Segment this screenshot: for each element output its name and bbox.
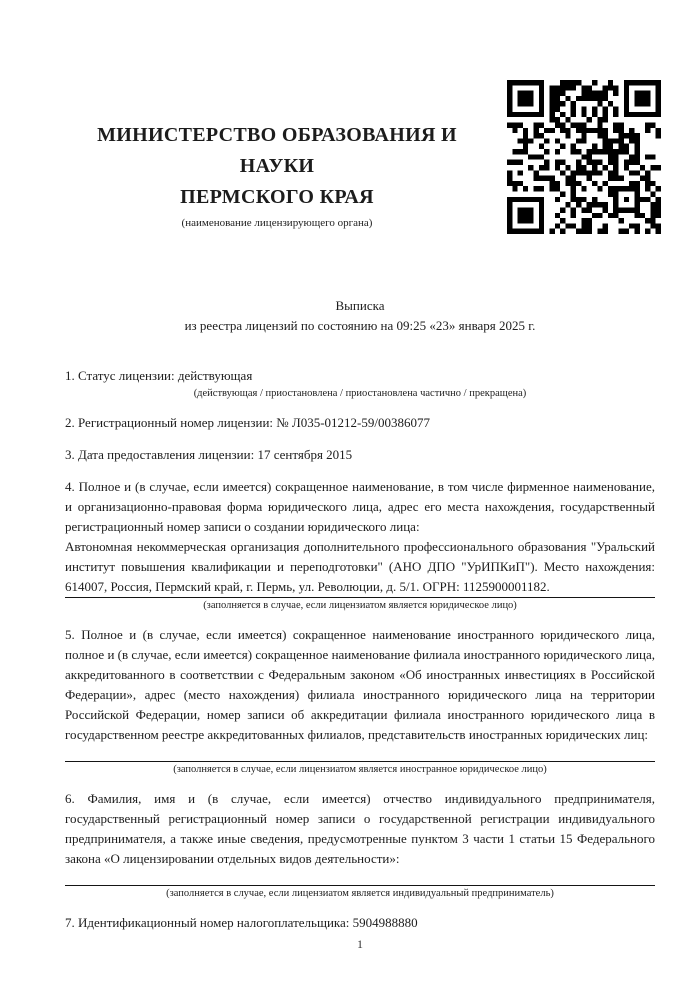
document-header	[65, 0, 655, 252]
document-title-line2: из реестра лицензий по состоянию на 09:25 «23» января 2025 г.	[184, 318, 536, 333]
document-title-line1: Выписка	[335, 298, 385, 313]
item-legal-entity-text: 4. Полное и (в случае, если имеется) сокращенное наименование, в том числе фирменное наименование, и организационно-правовая форма юридического лица, адрес его места нахождения, государственный регистрационный номер записи о создании юридического лица:	[65, 479, 655, 534]
item-foreign-entity-note: (заполняется в случае, если лицензиатом является иностранное юридическое лицо)	[173, 764, 547, 775]
ministry-name-line1: МИНИСТЕРСТВО ОБРАЗОВАНИЯ И НАУКИ	[97, 124, 457, 177]
item-license-status	[65, 366, 655, 401]
item-registration-number	[65, 413, 655, 433]
item-license-status-text: 1. Статус лицензии: действующая	[65, 368, 253, 383]
document-title	[65, 296, 655, 336]
ministry-name-line2: ПЕРМСКОГО КРАЯ	[180, 186, 374, 208]
qr-code	[507, 80, 661, 234]
item-foreign-entity-text: 5. Полное и (в случае, если имеется) сокращенное наименование иностранного юридического лица, полное и (в случае, если имеется) сокращенное наименование филиала иностранного юридического лица, аккредитованного в соответствии с Федеральным законом «Об иностранных инвестициях в Российской Федерации», адрес (место нахождения) филиала иностранного юридического лица на территории Российской Федерации, номер записи об аккредитации филиала иностранного юридического лица в государственном реестре аккредитованных филиалов, представительств иностранных юридических лиц:	[65, 627, 655, 742]
blank-fill-line	[65, 869, 655, 886]
item-taxpayer-number	[65, 913, 655, 933]
license-items	[65, 366, 655, 933]
item-legal-entity	[65, 477, 655, 613]
item-individual-entrepreneur-text: 6. Фамилия, имя и (в случае, если имеется) отчество индивидуального предпринимателя, государственный регистрационный номер записи о государственной регистрации индивидуального предпринимателя, а также иные сведения, предусмотренные пунктом 3 части 1 статьи 15 Федерального закона «О лицензировании отдельных видов деятельности»:	[65, 791, 655, 866]
page-number: 1	[357, 937, 363, 951]
item-license-date-text: 3. Дата предоставления лицензии: 17 сентября 2015	[65, 447, 353, 462]
item-license-status-note: (действующая / приостановлена / приостановлена частично / прекращена)	[193, 388, 527, 399]
item-legal-entity-value: Автономная некоммерческая организация дополнительного профессионального образования "Уральский институт повышения квалификации и переподготовки" (АНО ДПО "УрИПКиП"). Место нахождения: 614007, Россия, Пермский край, г. Пермь, ул. Революции, д. 5/1. ОГРН: 1125900001182.	[65, 539, 655, 594]
item-individual-entrepreneur	[65, 789, 655, 901]
item-registration-number-text: 2. Регистрационный номер лицензии: № Л035-01212-59/00386077	[65, 415, 431, 430]
item-taxpayer-number-text: 7. Идентификационный номер налогоплательщика: 5904988880	[65, 915, 418, 930]
ministry-caption: (наименование лицензирующего органа)	[181, 217, 373, 229]
item-foreign-entity	[65, 625, 655, 777]
licensing-authority	[62, 120, 492, 229]
item-individual-entrepreneur-note: (заполняется в случае, если лицензиатом является индивидуальный предприниматель)	[166, 888, 554, 899]
blank-fill-line	[65, 745, 655, 762]
item-license-date	[65, 445, 655, 465]
separator-rule	[65, 597, 655, 598]
item-legal-entity-note: (заполняется в случае, если лицензиатом является юридическое лицо)	[203, 600, 517, 611]
